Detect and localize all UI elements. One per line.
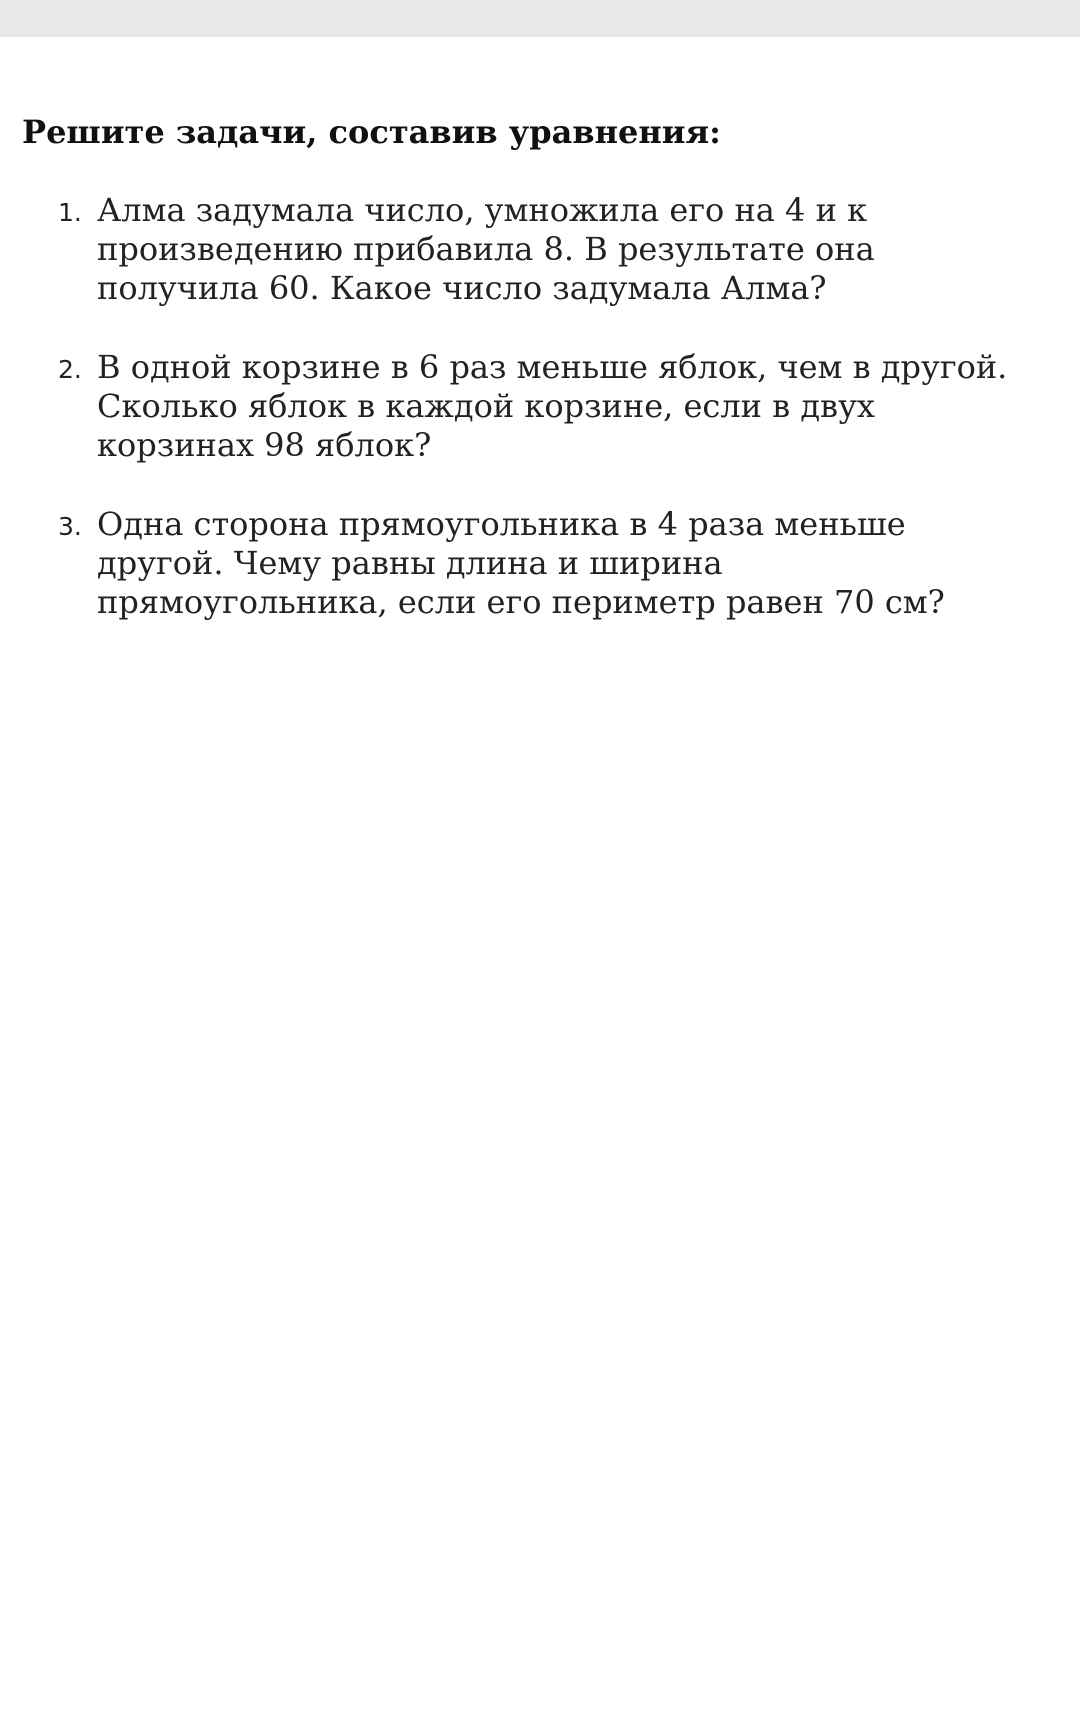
- task-text-line: В одной корзине в 6 раз меньше яблок, чем в другой.: [97, 348, 1008, 386]
- task-text: [97, 191, 1057, 308]
- task-number: 2.: [58, 355, 82, 384]
- task-text-line: Алма задумала число, умножила его на 4 и к: [97, 191, 868, 229]
- page-title: Решите задачи, составив уравнения:: [22, 113, 721, 151]
- task-number: 3.: [58, 512, 82, 541]
- task-number: 1.: [58, 198, 82, 227]
- task-text-line: прямоугольника, если его периметр равен 70 см?: [97, 583, 945, 621]
- task-text: [97, 348, 1057, 465]
- task-text-line: Одна сторона прямоугольника в 4 раза меньше: [97, 505, 906, 543]
- task-text-line: Сколько яблок в каждой корзине, если в двух: [97, 387, 875, 425]
- task-text: [97, 505, 1057, 622]
- task-text-line: произведению прибавила 8. В результате она: [97, 230, 875, 268]
- task-text-line: другой. Чему равны длина и ширина: [97, 544, 723, 582]
- task-text-line: корзинах 98 яблок?: [97, 426, 432, 464]
- task-text-line: получила 60. Какое число задумала Алма?: [97, 269, 827, 307]
